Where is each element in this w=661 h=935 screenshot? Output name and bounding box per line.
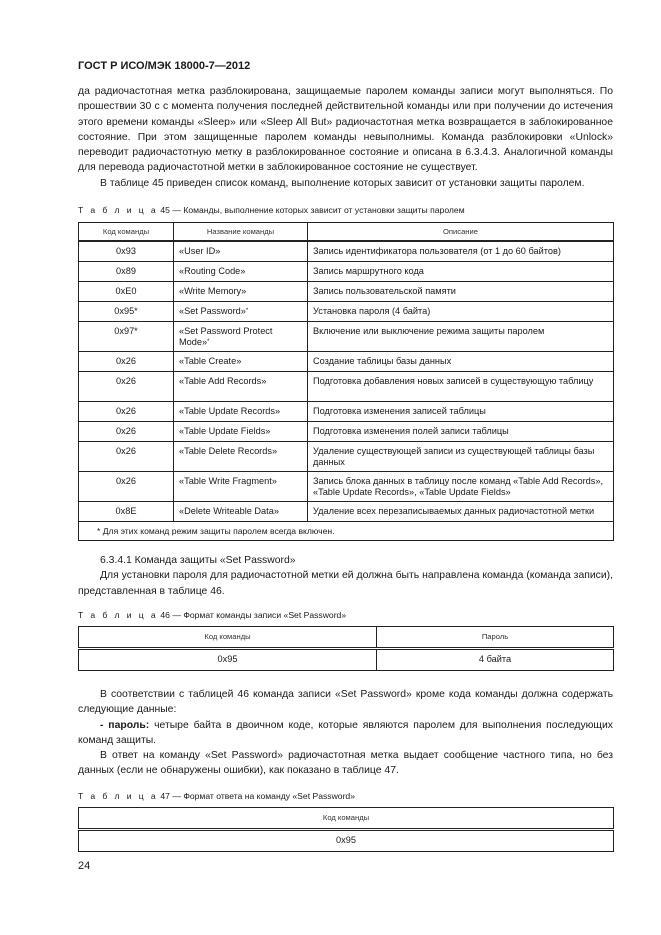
- table-47: [78, 807, 614, 852]
- table-cell-desc: Установка пароля (4 байта): [308, 302, 614, 322]
- document-header: ГОСТ Р ИСО/МЭК 18000-7—2012: [78, 60, 251, 72]
- table-cell-name: «Delete Writeable Data»: [174, 502, 308, 522]
- table-cell-code: 0x8E: [79, 502, 174, 522]
- paragraph: В таблице 45 приведен список команд, выполнение которых зависит от установки защиты паролем.: [100, 177, 585, 189]
- paragraph: да радиочастотная метка разблокирована, защищаемые паролем команды записи могут выполняться. По прошествии 30 с с момента получения последней действительной команды или при получении до истечения этого времени команды «Sleep» или «Sleep All But» радиочастотная метка возвращается в заблокированное состояние. При этом защищенные паролем команды невыполнимы. Команда разблокировки «Unlock» переводит радиочастотную метку в разблокированное состояние и описана в 6.3.4.3. Аналогичной команды для перевода радиочастотной метки в заблокированное состояние не существует.: [78, 86, 613, 174]
- table-cell-desc: Удаление всех перезаписываемых данных радиочастотной метки: [308, 502, 614, 522]
- table-row: [79, 472, 614, 502]
- table-cell-code: 0x26: [79, 442, 174, 472]
- bullet-term: - пароль:: [100, 719, 150, 731]
- table-cell-name: «Table Delete Records»: [174, 442, 308, 472]
- table-cell-name: «Routing Code»: [174, 262, 308, 282]
- table-row: [79, 502, 614, 522]
- table-footnote: * Для этих команд режим защиты паролем всегда включен.: [79, 522, 614, 541]
- column-header: Код команды: [79, 626, 377, 648]
- table-row: [79, 262, 614, 282]
- column-header: Описание: [308, 223, 614, 242]
- bullet-item: [78, 718, 613, 749]
- caption-text: 47 — Формат ответа на команду «Set Password»: [158, 790, 355, 801]
- table-45: [78, 222, 614, 541]
- table-cell-code: 0x95*: [79, 302, 174, 322]
- table-cell-name: «Set Password Protect Mode»*: [174, 322, 308, 352]
- table-cell-code: 0x26: [79, 422, 174, 442]
- table-cell-desc: Запись блока данных в таблицу после команд «Table Add Records», «Table Update Records», «Table Update Fields»: [308, 472, 614, 502]
- caption-text: 45 — Команды, выполнение которых зависит от установки защиты паролем: [158, 205, 465, 216]
- table-46: [78, 626, 614, 671]
- table-cell-name: «Table Write Fragment»: [174, 472, 308, 502]
- table-cell-desc: Подготовка добавления новых записей в существующую таблицу: [308, 372, 614, 402]
- table-cell-code: 0xE0: [79, 282, 174, 302]
- table-cell-code: 0x89: [79, 262, 174, 282]
- table-cell-desc: Подготовка изменения полей записи таблицы: [308, 422, 614, 442]
- table-cell-name: «Table Update Records»: [174, 402, 308, 422]
- table-row: [79, 402, 614, 422]
- intro-text: [78, 84, 613, 191]
- table-row: [79, 302, 614, 322]
- table-cell-code: 0x26: [79, 402, 174, 422]
- table-cell: 0x95: [79, 648, 377, 670]
- table-cell-desc: Подготовка изменения записей таблицы: [308, 402, 614, 422]
- table-cell: 4 байта: [377, 648, 614, 670]
- table-cell-name: «Table Create»: [174, 352, 308, 372]
- footnote-marker: *: [207, 339, 210, 346]
- column-header: Пароль: [377, 626, 614, 648]
- table-cell-code: 0x97*: [79, 322, 174, 352]
- table-47-caption: [78, 791, 614, 802]
- table-row: [79, 372, 614, 402]
- table-cell-desc: Удаление существующей записи из существующей таблицы базы данных: [308, 442, 614, 472]
- column-header: Код команды: [79, 807, 614, 829]
- table-cell: 0x95: [79, 829, 614, 851]
- response-text: [78, 687, 613, 779]
- table-cell-name: «Table Add Records»: [174, 372, 308, 402]
- table-45-caption: [78, 205, 614, 216]
- table-cell-desc: Запись пользовательской памяти: [308, 282, 614, 302]
- table-cell-name: «User ID»: [174, 241, 308, 262]
- table-row: [79, 322, 614, 352]
- table-cell-code: 0x26: [79, 472, 174, 502]
- paragraph: В соответствии с таблицей 46 команда записи «Set Password» кроме кода команды должна содержать следующие данные:: [78, 688, 613, 716]
- page-number: 24: [78, 859, 91, 872]
- caption-prefix: Т а б л и ц а: [78, 790, 158, 801]
- table-cell-name: «Table Update Fields»: [174, 422, 308, 442]
- table-row: [79, 241, 614, 262]
- table-cell-code: 0x26: [79, 352, 174, 372]
- paragraph: В ответ на команду «Set Password» радиочастотная метка выдает сообщение частного типа, но без данных (если не обнаружены ошибки), как показано в таблице 47.: [78, 750, 613, 777]
- section-title: 6.3.4.1 Команда защиты «Set Password»: [100, 555, 296, 567]
- table-cell-desc: Включение или выключение режима защиты паролем: [308, 322, 614, 352]
- table-row: [79, 282, 614, 302]
- column-header: Код команды: [79, 223, 174, 242]
- table-cell-name: «Write Memory»: [174, 282, 308, 302]
- table-cell-desc: Запись маршрутного кода: [308, 262, 614, 282]
- caption-prefix: Т а б л и ц а: [78, 205, 158, 216]
- column-header: Название команды: [174, 223, 308, 242]
- table-row: [79, 422, 614, 442]
- table-cell-code: 0x26: [79, 372, 174, 402]
- paragraph: Для установки пароля для радиочастотной метки ей должна быть направлена команда (команда записи), представленная в таблице 46.: [78, 570, 613, 597]
- table-46-caption: [78, 610, 614, 621]
- table-cell-desc: Создание таблицы базы данных: [308, 352, 614, 372]
- bullet-text: четыре байта в двоичном коде, которые являются паролем для выполнения последующих команд защиты.: [78, 719, 613, 746]
- footnote-marker: *: [245, 308, 249, 315]
- table-cell-desc: Запись идентификатора пользователя (от 1 до 60 байтов): [308, 241, 614, 262]
- section-6-3-4-1: [78, 553, 613, 599]
- table-cell-name: «Set Password»*: [174, 302, 308, 322]
- table-row: [79, 442, 614, 472]
- caption-text: 46 — Формат команды записи «Set Password»: [158, 609, 347, 620]
- table-cell-code: 0x93: [79, 241, 174, 262]
- caption-prefix: Т а б л и ц а: [78, 609, 158, 620]
- table-row: [79, 352, 614, 372]
